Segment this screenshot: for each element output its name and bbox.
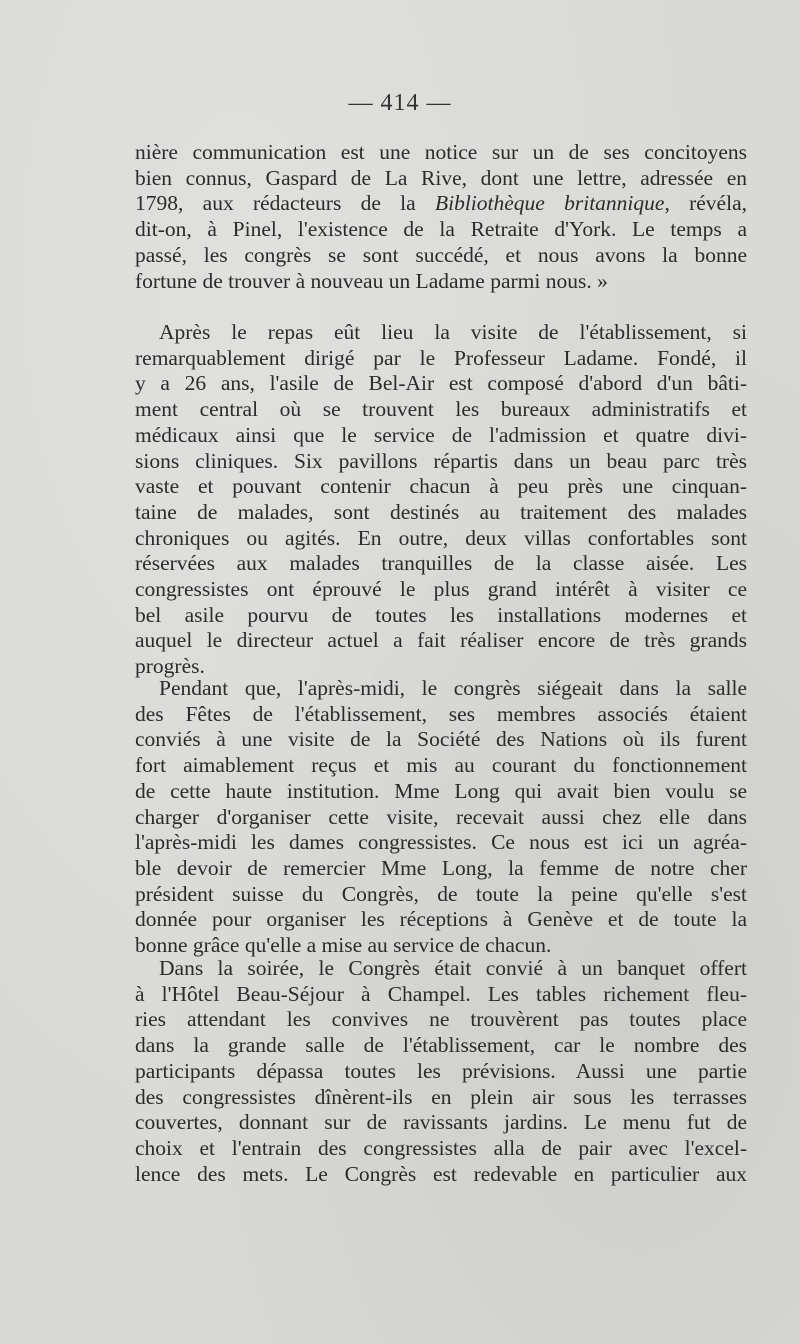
text-line: l'après-midi les dames congressistes. Ce nous est ici un agréa- — [135, 830, 747, 855]
text-line: Après le repas eût lieu la visite de l'établissement, si — [159, 320, 747, 344]
text-line: bonne grâce qu'elle a mise au service de chacun. — [135, 933, 552, 958]
text-line: des congressistes dînèrent-ils en plein air sous les terrasses — [135, 1084, 747, 1109]
text-line: nière communication est une notice sur un de ses concitoyens — [135, 140, 747, 164]
text-line: à l'Hôtel Beau-Séjour à Champel. Les tables richement fleu- — [135, 981, 747, 1006]
text-line: des Fêtes de l'établissement, ses membres associés étaient — [135, 701, 747, 726]
text-line: dit-on, à Pinel, l'existence de la Retraite d'York. Le temps a — [135, 217, 747, 242]
paragraph-4 — [135, 956, 747, 1187]
text-line: congressistes ont éprouvé le plus grand intérêt à visiter ce — [135, 577, 747, 602]
text-line: progrès. — [135, 654, 205, 679]
text-line-italic-part: 1798, aux rédacteurs de la Bibliothèque britannique, révéla, — [135, 191, 747, 216]
text-line: chroniques ou agités. En outre, deux villas confortables sont — [135, 525, 747, 550]
text-line: taine de malades, sont destinés au traitement des malades — [135, 499, 747, 524]
text-line: donnée pour organiser les réceptions à Genève et de toute la — [135, 907, 747, 932]
text-line: dans la grande salle de l'établissement, car le nombre des — [135, 1033, 747, 1058]
text-line: fortune de trouver à nouveau un Ladame parmi nous. » — [135, 268, 608, 293]
text-line: ble devoir de remercier Mme Long, la femme de notre cher — [135, 855, 747, 880]
text-line: sions cliniques. Six pavillons répartis dans un beau parc très — [135, 448, 747, 473]
text-line: médicaux ainsi que le service de l'admission et quatre divi- — [135, 422, 747, 447]
text-line: Dans la soirée, le Congrès était convié à un banquet offert — [159, 956, 747, 980]
text-line: couvertes, donnant sur de ravissants jardins. Le menu fut de — [135, 1110, 747, 1135]
paragraph-2 — [135, 320, 747, 680]
paragraph-3 — [135, 676, 747, 959]
text-line: bien connus, Gaspard de La Rive, dont une lettre, adressée en — [135, 165, 747, 190]
text-line: choix et l'entrain des congressistes alla de pair avec l'excel- — [135, 1135, 747, 1160]
text-line: vaste et pouvant contenir chacun à peu près une cinquan- — [135, 474, 747, 499]
text-line: ries attendant les convives ne trouvèrent pas toutes place — [135, 1007, 747, 1032]
text-line: charger d'organiser cette visite, recevait aussi chez elle dans — [135, 804, 747, 829]
text-line: y a 26 ans, l'asile de Bel-Air est composé d'abord d'un bâti- — [135, 371, 747, 396]
text-line: auquel le directeur actuel a fait réaliser encore de très grands — [135, 628, 747, 653]
text-line: président suisse du Congrès, de toute la peine qu'elle s'est — [135, 881, 747, 906]
text-line: remarquablement dirigé par le Professeur Ladame. Fondé, il — [135, 345, 747, 370]
text-line: lence des mets. Le Congrès est redevable en particulier aux — [135, 1161, 747, 1186]
text-line — [135, 191, 747, 217]
text-line: réservées aux malades tranquilles de la classe aisée. Les — [135, 551, 747, 576]
text-line: conviés à une visite de la Société des Nations où ils furent — [135, 727, 747, 752]
text-line: fort aimablement reçus et mis au courant du fonctionnement — [135, 753, 747, 778]
text-line: Pendant que, l'après-midi, le congrès siégeait dans la salle — [159, 676, 747, 700]
text-line: ment central où se trouvent les bureaux administratifs et — [135, 397, 747, 422]
paragraph-1 — [135, 140, 747, 294]
text-line: passé, les congrès se sont succédé, et nous avons la bonne — [135, 242, 747, 267]
text-line: de cette haute institution. Mme Long qui avait bien voulu se — [135, 778, 747, 803]
text-line: bel asile pourvu de toutes les installations modernes et — [135, 602, 747, 627]
text-line: participants dépassa toutes les prévisions. Aussi une partie — [135, 1058, 747, 1083]
page-number: — 414 — — [348, 90, 452, 116]
journal-title: Bibliothèque britannique — [434, 191, 665, 216]
